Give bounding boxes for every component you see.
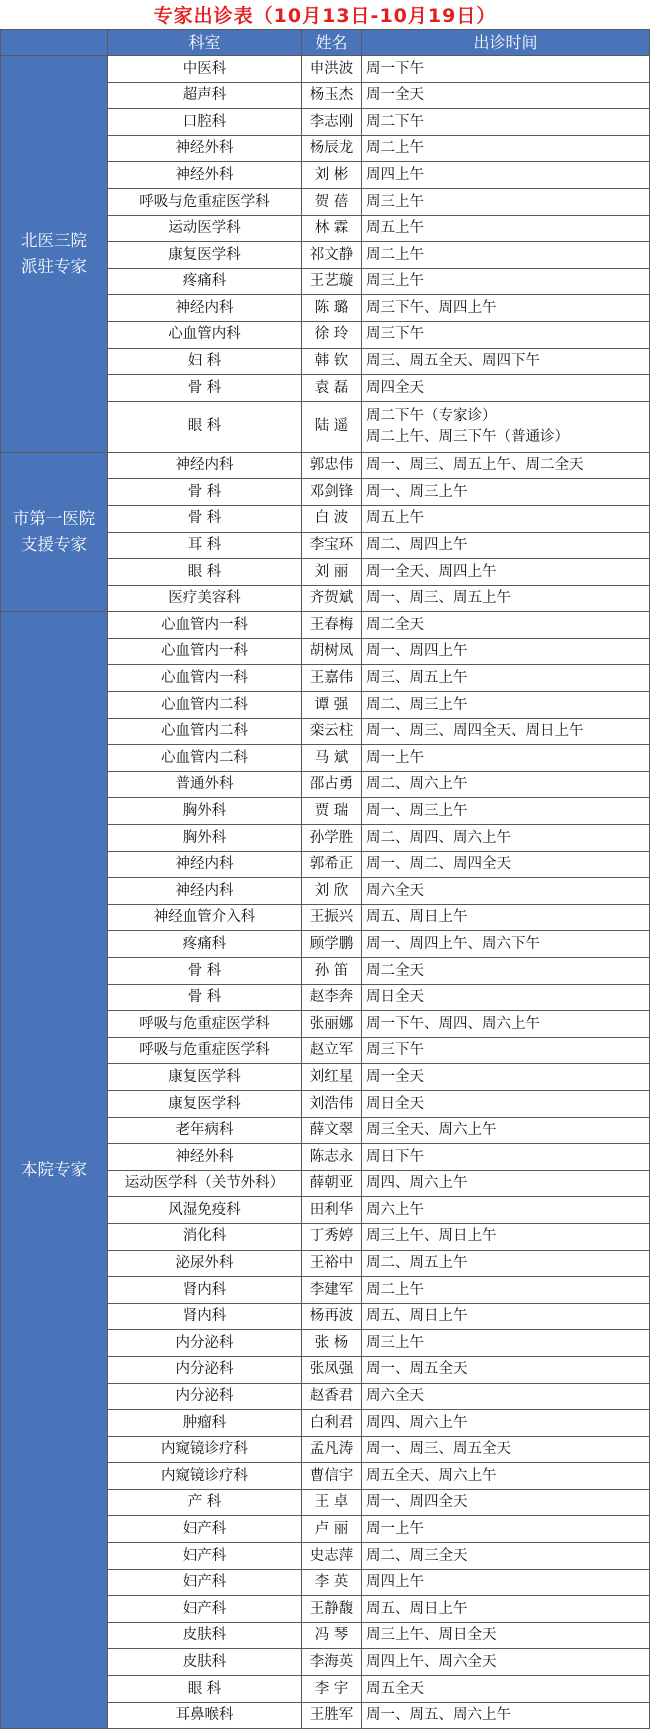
- time-cell: 周三全天、周六上午: [362, 1117, 650, 1144]
- dept-cell: 骨 科: [108, 375, 302, 402]
- dept-cell: 耳鼻喉科: [108, 1702, 302, 1729]
- name-cell: 陆 遥: [302, 401, 362, 452]
- name-cell: 田利华: [302, 1197, 362, 1224]
- name-cell: 赵立军: [302, 1037, 362, 1064]
- dept-cell: 耳 科: [108, 532, 302, 559]
- time-cell: 周五全天、周六上午: [362, 1463, 650, 1490]
- time-cell: 周三下午、周四上午: [362, 295, 650, 322]
- name-cell: 郭忠伟: [302, 452, 362, 479]
- name-cell: 张 杨: [302, 1330, 362, 1357]
- time-cell: 周一、周三、周四全天、周日上午: [362, 718, 650, 745]
- name-cell: 李宝环: [302, 532, 362, 559]
- group-label: 市第一医院 支援专家: [1, 452, 108, 612]
- dept-cell: 肾内科: [108, 1303, 302, 1330]
- dept-cell: 神经内科: [108, 878, 302, 905]
- time-cell: 周三下午: [362, 321, 650, 348]
- time-cell: 周一上午: [362, 1516, 650, 1543]
- name-cell: 邓剑锋: [302, 479, 362, 506]
- header-blank: [1, 30, 108, 56]
- time-cell: 周四、周六上午: [362, 1410, 650, 1437]
- name-cell: 王艺璇: [302, 268, 362, 295]
- time-cell: 周四上午、周六全天: [362, 1649, 650, 1676]
- dept-cell: 神经内科: [108, 851, 302, 878]
- time-cell: 周一全天: [362, 82, 650, 109]
- dept-cell: 神经血管介入科: [108, 904, 302, 931]
- name-cell: 冯 琴: [302, 1622, 362, 1649]
- time-cell: 周一全天: [362, 1064, 650, 1091]
- dept-cell: 心血管内二科: [108, 745, 302, 772]
- name-cell: 马 斌: [302, 745, 362, 772]
- name-cell: 李 英: [302, 1569, 362, 1596]
- name-cell: 陈 璐: [302, 295, 362, 322]
- name-cell: 胡树凤: [302, 638, 362, 665]
- time-cell: 周五、周日上午: [362, 1596, 650, 1623]
- time-cell: 周二、周三上午: [362, 692, 650, 719]
- time-cell: 周二、周四、周六上午: [362, 825, 650, 852]
- dept-cell: 妇产科: [108, 1596, 302, 1623]
- dept-cell: 心血管内科: [108, 321, 302, 348]
- time-cell: 周四上午: [362, 1569, 650, 1596]
- header-dept: 科室: [108, 30, 302, 56]
- dept-cell: 内窥镜诊疗科: [108, 1436, 302, 1463]
- name-cell: 张丽娜: [302, 1011, 362, 1038]
- table-row: [1, 452, 650, 479]
- table-row: [1, 56, 650, 83]
- name-cell: 韩 钦: [302, 348, 362, 375]
- time-cell: 周二下午: [362, 109, 650, 136]
- dept-cell: 妇产科: [108, 1543, 302, 1570]
- name-cell: 李志刚: [302, 109, 362, 136]
- time-cell: 周四上午: [362, 162, 650, 189]
- time-cell: 周二、周三全天: [362, 1543, 650, 1570]
- name-cell: 孙学胜: [302, 825, 362, 852]
- dept-cell: 神经外科: [108, 162, 302, 189]
- dept-cell: 超声科: [108, 82, 302, 109]
- dept-cell: 口腔科: [108, 109, 302, 136]
- name-cell: 祁文静: [302, 242, 362, 269]
- name-cell: 林 霖: [302, 215, 362, 242]
- time-cell: 周一、周三上午: [362, 798, 650, 825]
- time-cell: 周一、周五、周六上午: [362, 1702, 650, 1729]
- time-cell: 周二、周四上午: [362, 532, 650, 559]
- dept-cell: 疼痛科: [108, 268, 302, 295]
- header-name: 姓名: [302, 30, 362, 56]
- name-cell: 袁 磊: [302, 375, 362, 402]
- name-cell: 白利君: [302, 1410, 362, 1437]
- time-cell: 周一、周三、周五全天: [362, 1436, 650, 1463]
- time-cell: 周一下午: [362, 56, 650, 83]
- time-cell: 周五、周日上午: [362, 1303, 650, 1330]
- dept-cell: 内分泌科: [108, 1356, 302, 1383]
- time-cell: 周二下午（专家诊） 周二上午、周三下午（普通诊）: [362, 401, 650, 452]
- time-cell: 周五上午: [362, 215, 650, 242]
- time-cell: 周五、周日上午: [362, 904, 650, 931]
- schedule-body: [1, 56, 650, 1729]
- time-cell: 周一、周三、周五上午、周二全天: [362, 452, 650, 479]
- header-row: [1, 30, 650, 56]
- time-cell: 周一全天、周四上午: [362, 559, 650, 586]
- dept-cell: 胸外科: [108, 825, 302, 852]
- dept-cell: 医疗美容科: [108, 585, 302, 612]
- dept-cell: 眼 科: [108, 559, 302, 586]
- dept-cell: 神经外科: [108, 135, 302, 162]
- dept-cell: 产 科: [108, 1489, 302, 1516]
- time-cell: 周二、周五上午: [362, 1250, 650, 1277]
- name-cell: 王春梅: [302, 612, 362, 639]
- dept-cell: 神经外科: [108, 1144, 302, 1171]
- time-cell: 周三上午: [362, 188, 650, 215]
- dept-cell: 运动医学科（关节外科）: [108, 1170, 302, 1197]
- time-cell: 周六全天: [362, 878, 650, 905]
- time-cell: 周三上午: [362, 268, 650, 295]
- dept-cell: 神经内科: [108, 452, 302, 479]
- dept-cell: 泌尿外科: [108, 1250, 302, 1277]
- name-cell: 刘红星: [302, 1064, 362, 1091]
- time-cell: 周二上午: [362, 242, 650, 269]
- dept-cell: 胸外科: [108, 798, 302, 825]
- time-cell: 周日下午: [362, 1144, 650, 1171]
- dept-cell: 内分泌科: [108, 1383, 302, 1410]
- name-cell: 杨再波: [302, 1303, 362, 1330]
- time-cell: 周三下午: [362, 1037, 650, 1064]
- name-cell: 王静馥: [302, 1596, 362, 1623]
- time-cell: 周二上午: [362, 135, 650, 162]
- name-cell: 薛朝亚: [302, 1170, 362, 1197]
- dept-cell: 中医科: [108, 56, 302, 83]
- dept-cell: 内窥镜诊疗科: [108, 1463, 302, 1490]
- time-cell: 周六全天: [362, 1383, 650, 1410]
- name-cell: 杨玉杰: [302, 82, 362, 109]
- name-cell: 王胜军: [302, 1702, 362, 1729]
- name-cell: 邵占勇: [302, 771, 362, 798]
- dept-cell: 肾内科: [108, 1277, 302, 1304]
- name-cell: 刘 彬: [302, 162, 362, 189]
- dept-cell: 心血管内一科: [108, 638, 302, 665]
- time-cell: 周三、周五全天、周四下午: [362, 348, 650, 375]
- name-cell: 郭希正: [302, 851, 362, 878]
- dept-cell: 心血管内二科: [108, 692, 302, 719]
- name-cell: 王嘉伟: [302, 665, 362, 692]
- name-cell: 栾云柱: [302, 718, 362, 745]
- name-cell: 卢 丽: [302, 1516, 362, 1543]
- dept-cell: 内分泌科: [108, 1330, 302, 1357]
- dept-cell: 眼 科: [108, 401, 302, 452]
- dept-cell: 心血管内一科: [108, 612, 302, 639]
- time-cell: 周一上午: [362, 745, 650, 772]
- dept-cell: 普通外科: [108, 771, 302, 798]
- name-cell: 白 波: [302, 505, 362, 532]
- name-cell: 李 宇: [302, 1676, 362, 1703]
- dept-cell: 呼吸与危重症医学科: [108, 1011, 302, 1038]
- dept-cell: 妇产科: [108, 1569, 302, 1596]
- dept-cell: 眼 科: [108, 1676, 302, 1703]
- name-cell: 李建军: [302, 1277, 362, 1304]
- time-cell: 周五全天: [362, 1676, 650, 1703]
- dept-cell: 肿瘤科: [108, 1410, 302, 1437]
- name-cell: 曹信宇: [302, 1463, 362, 1490]
- name-cell: 杨辰龙: [302, 135, 362, 162]
- dept-cell: 骨 科: [108, 505, 302, 532]
- time-cell: 周三上午: [362, 1330, 650, 1357]
- header-time: 出诊时间: [362, 30, 650, 56]
- dept-cell: 皮肤科: [108, 1649, 302, 1676]
- dept-cell: 骨 科: [108, 984, 302, 1011]
- name-cell: 李海英: [302, 1649, 362, 1676]
- time-cell: 周二全天: [362, 958, 650, 985]
- page-title: 专家出诊表（10月13日-10月19日）: [153, 5, 497, 27]
- name-cell: 刘 丽: [302, 559, 362, 586]
- dept-cell: 神经内科: [108, 295, 302, 322]
- time-cell: 周四、周六上午: [362, 1170, 650, 1197]
- dept-cell: 呼吸与危重症医学科: [108, 188, 302, 215]
- name-cell: 王 卓: [302, 1489, 362, 1516]
- name-cell: 贾 瑞: [302, 798, 362, 825]
- dept-cell: 皮肤科: [108, 1622, 302, 1649]
- dept-cell: 呼吸与危重症医学科: [108, 1037, 302, 1064]
- name-cell: 薛文翠: [302, 1117, 362, 1144]
- name-cell: 陈志永: [302, 1144, 362, 1171]
- name-cell: 顾学鹏: [302, 931, 362, 958]
- dept-cell: 风湿免疫科: [108, 1197, 302, 1224]
- schedule-table: [0, 29, 650, 1729]
- time-cell: 周日全天: [362, 1090, 650, 1117]
- dept-cell: 骨 科: [108, 958, 302, 985]
- dept-cell: 老年病科: [108, 1117, 302, 1144]
- dept-cell: 妇 科: [108, 348, 302, 375]
- time-cell: 周三上午、周日上午: [362, 1223, 650, 1250]
- time-cell: 周一、周二、周四全天: [362, 851, 650, 878]
- dept-cell: 骨 科: [108, 479, 302, 506]
- name-cell: 孙 笛: [302, 958, 362, 985]
- name-cell: 刘 欣: [302, 878, 362, 905]
- name-cell: 丁秀婷: [302, 1223, 362, 1250]
- time-cell: 周三、周五上午: [362, 665, 650, 692]
- dept-cell: 心血管内一科: [108, 665, 302, 692]
- name-cell: 史志萍: [302, 1543, 362, 1570]
- name-cell: 张凤强: [302, 1356, 362, 1383]
- name-cell: 王振兴: [302, 904, 362, 931]
- time-cell: 周一、周三上午: [362, 479, 650, 506]
- name-cell: 赵李奔: [302, 984, 362, 1011]
- name-cell: 徐 玲: [302, 321, 362, 348]
- table-row: [1, 612, 650, 639]
- name-cell: 刘浩伟: [302, 1090, 362, 1117]
- name-cell: 谭 强: [302, 692, 362, 719]
- time-cell: 周四全天: [362, 375, 650, 402]
- time-cell: 周二全天: [362, 612, 650, 639]
- time-cell: 周五上午: [362, 505, 650, 532]
- name-cell: 贺 蓓: [302, 188, 362, 215]
- time-cell: 周日全天: [362, 984, 650, 1011]
- dept-cell: 康复医学科: [108, 242, 302, 269]
- name-cell: 申洪波: [302, 56, 362, 83]
- time-cell: 周六上午: [362, 1197, 650, 1224]
- group-label: 本院专家: [1, 612, 108, 1729]
- time-cell: 周一下午、周四、周六上午: [362, 1011, 650, 1038]
- dept-cell: 消化科: [108, 1223, 302, 1250]
- name-cell: 王裕中: [302, 1250, 362, 1277]
- dept-cell: 妇产科: [108, 1516, 302, 1543]
- name-cell: 齐贺斌: [302, 585, 362, 612]
- group-label: 北医三院 派驻专家: [1, 56, 108, 453]
- dept-cell: 疼痛科: [108, 931, 302, 958]
- name-cell: 孟凡涛: [302, 1436, 362, 1463]
- time-cell: 周一、周四上午、周六下午: [362, 931, 650, 958]
- time-cell: 周一、周五全天: [362, 1356, 650, 1383]
- dept-cell: 运动医学科: [108, 215, 302, 242]
- dept-cell: 康复医学科: [108, 1064, 302, 1091]
- dept-cell: 心血管内二科: [108, 718, 302, 745]
- dept-cell: 康复医学科: [108, 1090, 302, 1117]
- time-cell: 周一、周四上午: [362, 638, 650, 665]
- time-cell: 周一、周三、周五上午: [362, 585, 650, 612]
- time-cell: 周三上午、周日全天: [362, 1622, 650, 1649]
- time-cell: 周二上午: [362, 1277, 650, 1304]
- time-cell: 周二、周六上午: [362, 771, 650, 798]
- name-cell: 赵香君: [302, 1383, 362, 1410]
- time-cell: 周一、周四全天: [362, 1489, 650, 1516]
